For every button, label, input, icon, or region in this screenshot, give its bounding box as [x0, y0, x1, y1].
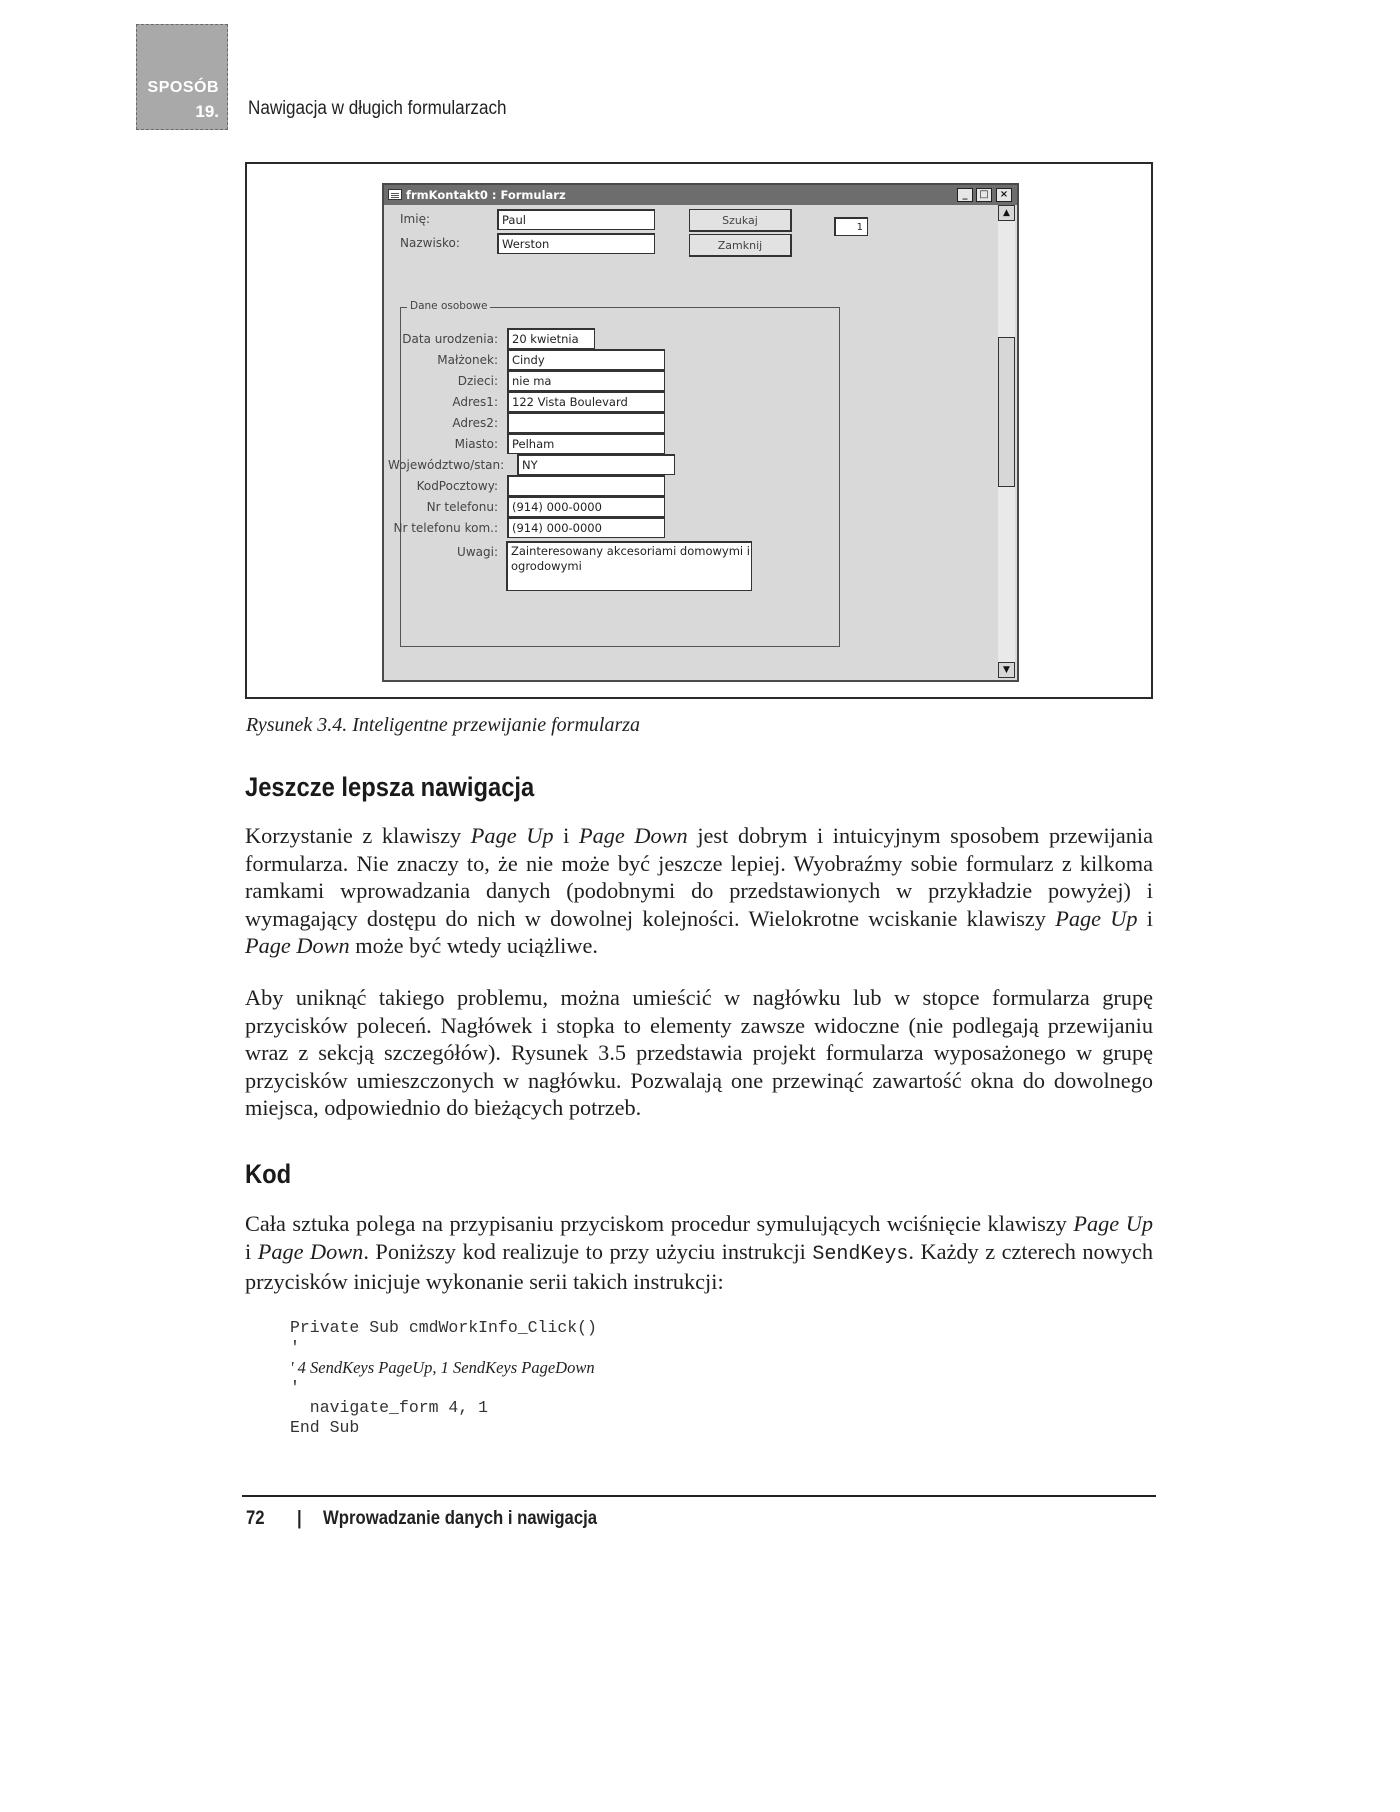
key-name: Page Down	[257, 1238, 364, 1264]
running-title: Nawigacja w długich formularzach	[248, 98, 507, 119]
code-line: '	[290, 1338, 300, 1357]
children-label: Dzieci:	[457, 374, 498, 388]
key-name: Page Up	[470, 823, 554, 848]
code-line: End Sub	[290, 1418, 360, 1437]
postal-code-field[interactable]	[507, 475, 665, 496]
scroll-down-icon[interactable]: ▼	[998, 662, 1015, 678]
code-line: '	[290, 1378, 300, 1397]
form-icon[interactable]	[388, 189, 402, 200]
close-window-button[interactable]: ×	[996, 188, 1012, 202]
page-number: 72	[246, 1508, 265, 1529]
form-window	[382, 183, 1019, 682]
mobile-phone-field[interactable]: (914) 000-0000	[507, 517, 665, 538]
state-field[interactable]: NY	[517, 454, 675, 475]
inline-code: SendKeys	[812, 1242, 909, 1266]
paragraph-1: Korzystanie z klawiszy Page Up i Page Down jest dobrym i intuicyjnym sposobem przewijania formularza. Nie znaczy to, że nie może być jeszcze lepiej. Wyobraźmy sobie formularz z kilkoma ramkami wprowadzania danych (podobnymi do przedstawionych w przykładzie powyżej) i wymagający dostępu do nich w dowolnej kolejności. Wielokrotne wciskanie klawiszy Page Up i Page Down może być wtedy uciążliwe.	[245, 823, 1153, 959]
spouse-label: Małżonek:	[437, 353, 498, 367]
footer-rule	[242, 1495, 1156, 1497]
address1-label: Adres1:	[452, 395, 498, 409]
section-badge	[136, 24, 228, 130]
postal-code-label: KodPocztowy:	[416, 479, 498, 493]
code-line: navigate_form 4, 1	[290, 1398, 489, 1417]
code-line: ' 4 SendKeys PageUp, 1 SendKeys PageDown	[290, 1358, 595, 1377]
scroll-thumb[interactable]	[998, 337, 1015, 487]
last-name-label: Nazwisko:	[400, 236, 460, 250]
badge-word: SPOSÓB	[147, 79, 219, 96]
badge-number: 19.	[195, 102, 219, 121]
footer-separator: |	[297, 1508, 302, 1529]
spouse-field[interactable]: Cindy	[507, 349, 665, 370]
code-line: Private Sub cmdWorkInfo_Click()	[290, 1318, 597, 1337]
birth-date-label: Data urodzenia:	[402, 332, 498, 346]
figure-frame	[245, 162, 1153, 699]
record-counter-field[interactable]: 1	[834, 217, 868, 236]
first-name-field[interactable]: Paul	[497, 209, 655, 230]
maximize-button[interactable]: □	[976, 188, 992, 202]
last-name-field[interactable]: Werston	[497, 233, 655, 254]
section-heading-better-navigation: Jeszcze lepsza nawigacja	[245, 772, 535, 802]
figure-caption: Rysunek 3.4. Inteligentne przewijanie formularza	[246, 714, 641, 736]
children-field[interactable]: nie ma	[507, 370, 665, 391]
key-name: Page Up	[1055, 905, 1138, 931]
minimize-button[interactable]: _	[957, 188, 973, 202]
section-heading-code: Kod	[245, 1159, 292, 1189]
paragraph-2: Aby uniknąć takiego problemu, można umieścić w nagłówku lub w stopce formularza grupę przycisków poleceń. Nagłówek i stopka to elementy zawsze widoczne (nie podlegają przewijaniu wraz z sekcją szczegółów). Rysunek 3.5 przedstawia projekt formularza wyposażonego w grupę przycisków umieszczonych w nagłówku. Pozwalają one przewinąć zawartość okna do dowolnego miejsca, odpowiednio do bieżących potrzeb.	[245, 985, 1153, 1121]
footer-chapter-title: Wprowadzanie danych i nawigacja	[323, 1508, 598, 1529]
code-listing	[290, 1318, 597, 1438]
city-field[interactable]: Pelham	[507, 433, 665, 454]
vertical-scrollbar[interactable]	[998, 205, 1015, 678]
scroll-up-icon[interactable]: ▲	[998, 205, 1015, 221]
phone-label: Nr telefonu:	[426, 500, 498, 514]
close-button[interactable]: Zamknij	[689, 234, 792, 257]
paragraph-3: Cała sztuka polega na przypisaniu przyciskom procedur symulujących wciśnięcie klawiszy Page Up i Page Down. Poniższy kod realizuje to przy użyciu instrukcji SendKeys. Każdy z czterech nowych przycisków inicjuje wykonanie serii takich instrukcji:	[245, 1211, 1153, 1295]
notes-label: Uwagi:	[457, 545, 498, 559]
address2-field[interactable]	[507, 412, 665, 433]
key-name: Page Down	[245, 933, 350, 959]
window-title: frmKontakt0 : Formularz	[406, 188, 566, 202]
phone-field[interactable]: (914) 000-0000	[507, 496, 665, 517]
first-name-label: Imię:	[400, 212, 430, 226]
key-name: Page Up	[1073, 1211, 1153, 1236]
key-name: Page Down	[578, 823, 688, 848]
address1-field[interactable]: 122 Vista Boulevard	[507, 391, 665, 412]
state-label: Województwo/stan:	[388, 458, 505, 472]
birth-date-field[interactable]: 20 kwietnia	[507, 328, 595, 349]
address2-label: Adres2:	[452, 416, 498, 430]
search-button[interactable]: Szukaj	[689, 209, 792, 232]
window-titlebar[interactable]	[384, 185, 1017, 205]
notes-field[interactable]: Zainteresowany akcesoriami domowymi i ogrodowymi	[506, 541, 752, 591]
mobile-phone-label: Nr telefonu kom.:	[393, 521, 498, 535]
group-label: Dane osobowe	[407, 300, 490, 312]
city-label: Miasto:	[454, 437, 498, 451]
